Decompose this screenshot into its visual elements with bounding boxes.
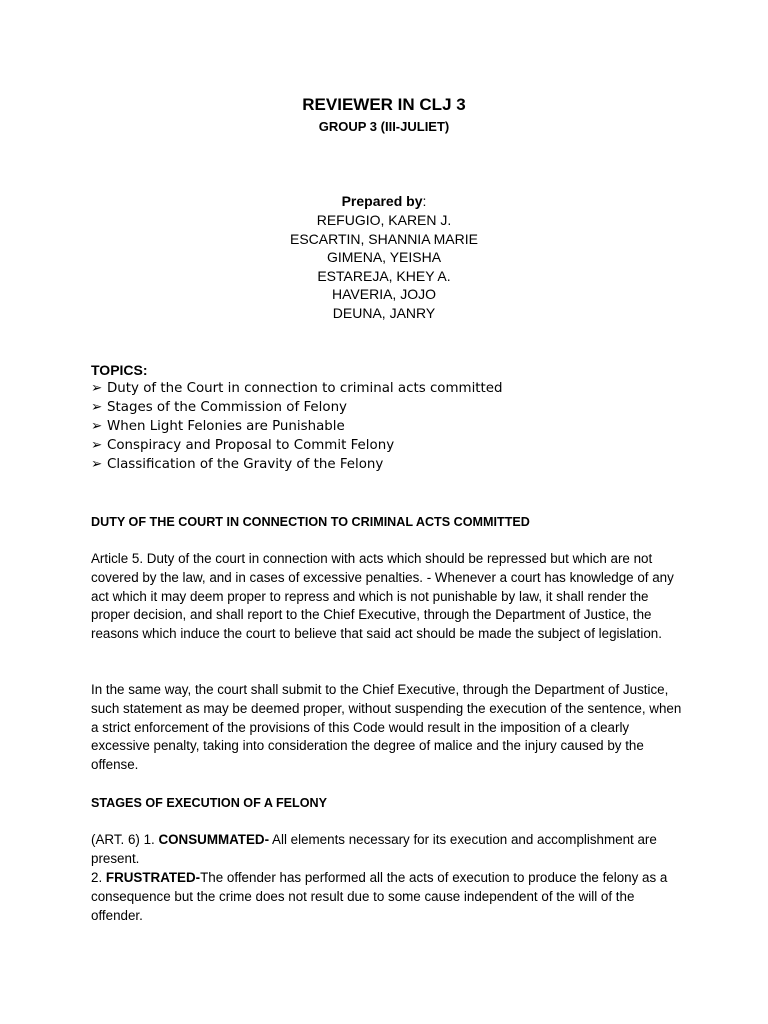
- topic-text: Stages of the Commission of Felony: [107, 400, 347, 415]
- author-name: ESCARTIN, SHANNIA MARIE: [289, 230, 478, 247]
- topic-item: [91, 379, 503, 398]
- section-heading-duty-of-court: DUTY OF THE COURT IN CONNECTION TO CRIMINAL ACTS COMMITTED: [91, 515, 530, 529]
- stage-number: (ART. 6) 1.: [91, 832, 159, 847]
- prepared-by-label: Prepared by: [341, 193, 423, 209]
- document-title: REVIEWER IN CLJ 3: [302, 95, 466, 114]
- author-name: GIMENA, YEISHA: [326, 249, 442, 266]
- arrow-bullet-icon: ➢: [91, 457, 103, 472]
- author-name: DEUNA, JANRY: [332, 304, 436, 321]
- topic-list: [91, 379, 503, 474]
- article-5-second-paragraph: In the same way, the court shall submit to the Chief Executive, through the Department of Justice, such statement as may be deemed proper, without suspending the execution of the sentence, when a strict enforcement of the provisions of this Code would result in the imposition of a clearly excessive penalty, taking into consideration the degree of malice and the injury caused by the offense.: [91, 682, 682, 773]
- stage-consummated: [91, 831, 687, 869]
- arrow-bullet-icon: ➢: [91, 400, 103, 415]
- stage-number: 2.: [91, 870, 106, 885]
- author-name: ESTAREJA, KHEY A.: [317, 267, 451, 284]
- stage-term: FRUSTRATED-: [105, 870, 201, 885]
- topics-heading: TOPICS:: [91, 362, 148, 378]
- arrow-bullet-icon: ➢: [91, 438, 103, 453]
- topic-item: [91, 417, 503, 436]
- stage-frustrated: [91, 869, 687, 925]
- topic-item: [91, 436, 503, 455]
- author-name: HAVERIA, JOJO: [332, 286, 436, 303]
- stage-definition: The offender has performed all the acts of execution to produce the felony as a consequence but the crime does not result due to some cause independent of the will of the offender.: [91, 870, 668, 923]
- arrow-bullet-icon: ➢: [91, 419, 103, 434]
- stage-definition: All elements necessary for its execution and accomplishment are present.: [91, 832, 657, 866]
- document-subtitle: GROUP 3 (III-JULIET): [318, 119, 450, 134]
- prepared-by-line: [0, 192, 768, 211]
- topic-text: When Light Felonies are Punishable: [107, 419, 345, 434]
- topic-text: Conspiracy and Proposal to Commit Felony: [107, 438, 395, 453]
- stage-term: CONSUMMATED-: [158, 832, 270, 847]
- topic-text: Classification of the Gravity of the Felony: [107, 457, 384, 472]
- article-5-paragraph: Article 5. Duty of the court in connection with acts which should be repressed but which are not covered by the law, and in cases of excessive penalties. - Whenever a court has knowledge of any act which it may deem proper to repress and which is not punishable by law, it shall render the proper decision, and shall report to the Chief Executive, through the Department of Justice, the reasons which induce the court to believe that said act should be made the subject of legislation.: [91, 551, 674, 642]
- topic-item: [91, 455, 503, 474]
- author-name: REFUGIO, KAREN J.: [316, 212, 452, 228]
- topic-text: Duty of the Court in connection to criminal acts committed: [107, 381, 503, 396]
- topic-item: [91, 398, 503, 417]
- arrow-bullet-icon: ➢: [91, 381, 103, 396]
- author-list: [0, 211, 768, 323]
- prepared-by-colon: :: [422, 193, 427, 209]
- section-heading-stages: STAGES OF EXECUTION OF A FELONY: [91, 796, 328, 810]
